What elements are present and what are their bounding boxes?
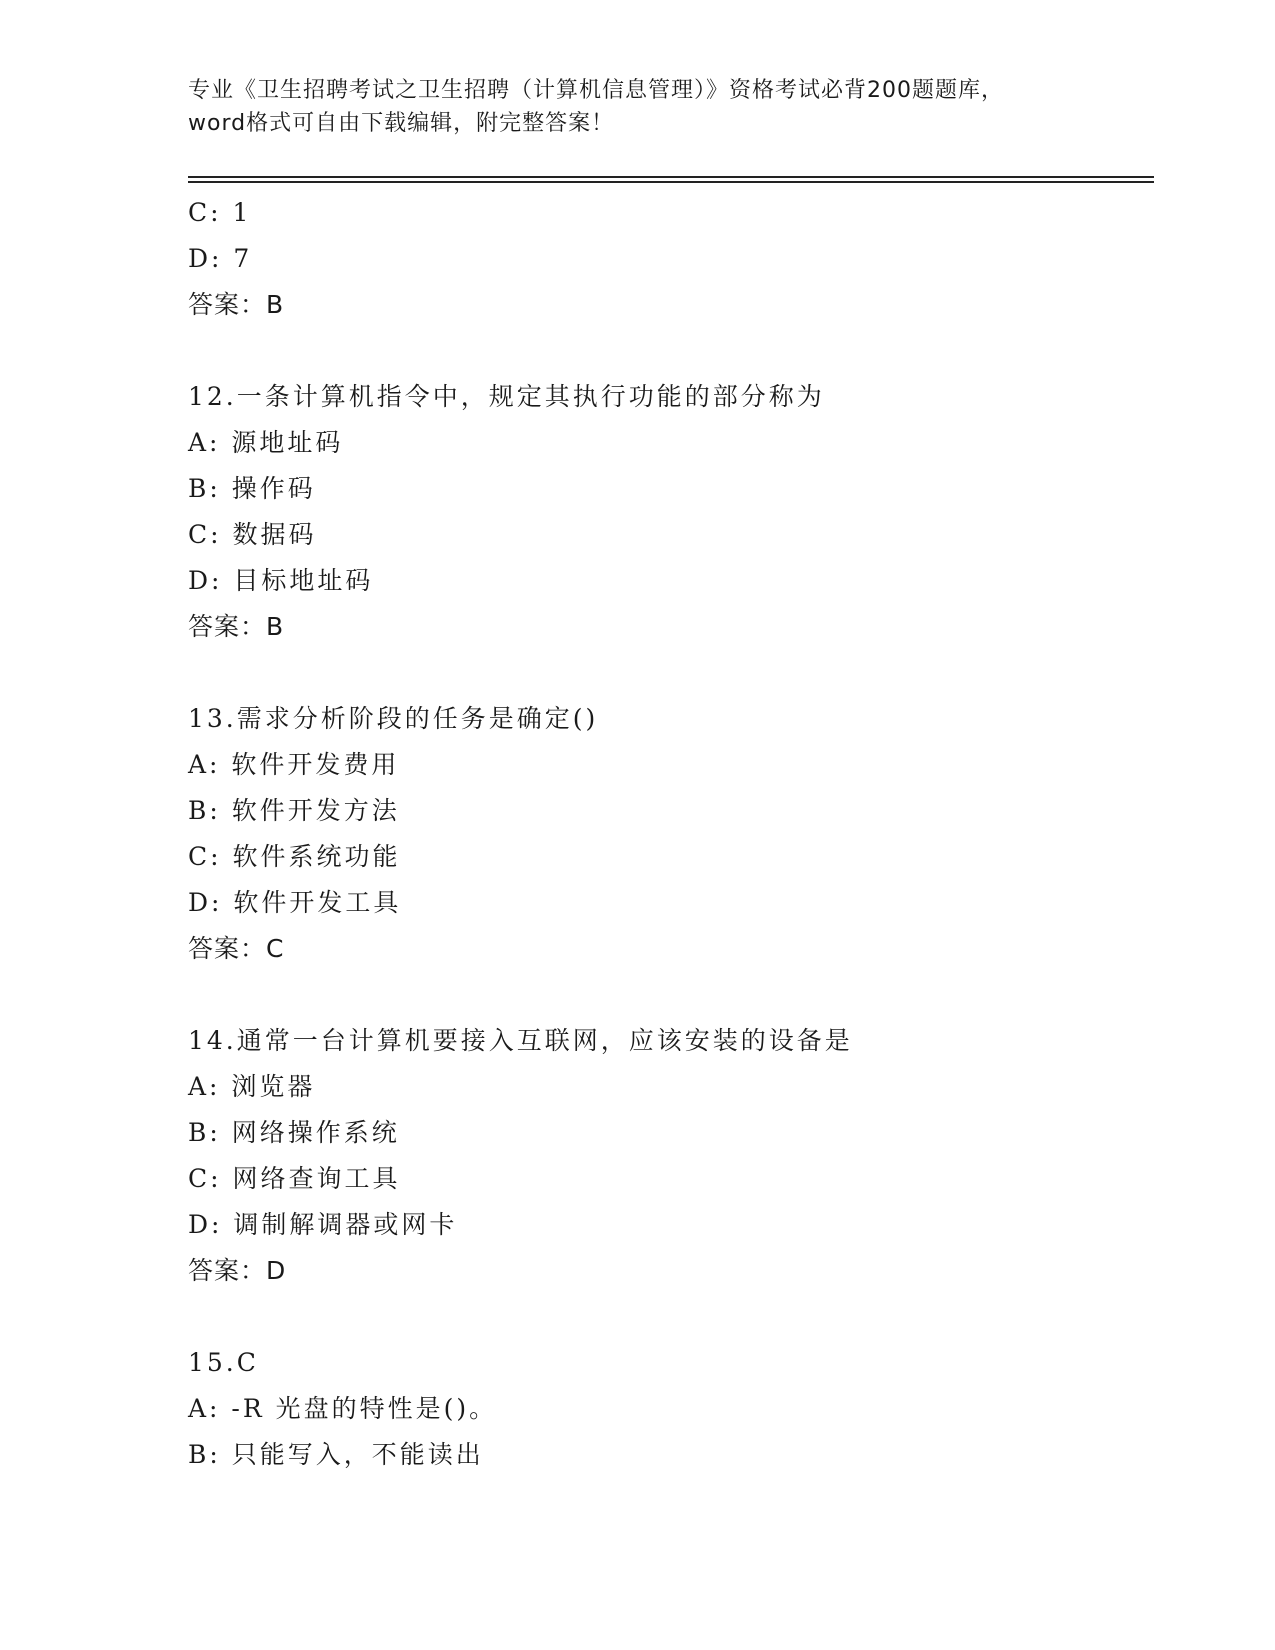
question-stem: 14.通常一台计算机要接入互联网，应该安装的设备是 — [188, 1026, 853, 1055]
option-d: D: 软件开发工具 — [188, 888, 402, 917]
option-a: A: 软件开发费用 — [188, 750, 400, 779]
answer-line: 答案：B — [188, 290, 285, 319]
option-a: A: 源地址码 — [188, 428, 344, 457]
header-line-2: word格式可自由下载编辑，附完整答案！ — [188, 111, 615, 136]
answer-line: 答案：D — [188, 1256, 287, 1285]
option-c: C: 数据码 — [188, 520, 317, 549]
option-b: B: 只能写入，不能读出 — [188, 1440, 484, 1469]
question-stem: 15.C — [188, 1348, 259, 1377]
option-c: C: 软件系统功能 — [188, 842, 401, 871]
question-14 — [188, 1018, 1148, 1294]
header-line-1: 专业《卫生招聘考试之卫生招聘（计算机信息管理）》资格考试必背200题题库， — [188, 78, 1004, 103]
option-a: A: 浏览器 — [188, 1072, 316, 1101]
question-12 — [188, 374, 1148, 650]
option-d: D: 目标地址码 — [188, 566, 374, 595]
option-a: A: -R 光盘的特性是()。 — [188, 1394, 498, 1423]
option-d: D: 7 — [188, 244, 253, 273]
answer-line: 答案：B — [188, 612, 285, 641]
question-stem: 13.需求分析阶段的任务是确定() — [188, 704, 599, 733]
question-13 — [188, 696, 1148, 972]
option-c: C: 1 — [188, 198, 252, 227]
question-fragment — [188, 190, 1148, 328]
option-d: D: 调制解调器或网卡 — [188, 1210, 458, 1239]
option-b: B: 网络操作系统 — [188, 1118, 400, 1147]
option-c: C: 网络查询工具 — [188, 1164, 401, 1193]
option-b: B: 软件开发方法 — [188, 796, 400, 825]
question-stem: 12.一条计算机指令中，规定其执行功能的部分称为 — [188, 382, 825, 411]
document-header — [188, 74, 1088, 140]
option-b: B: 操作码 — [188, 474, 316, 503]
answer-line: 答案：C — [188, 934, 285, 963]
header-divider-bottom — [188, 181, 1154, 183]
header-divider-top — [188, 176, 1154, 178]
question-list — [188, 190, 1148, 1478]
question-15 — [188, 1340, 1148, 1478]
